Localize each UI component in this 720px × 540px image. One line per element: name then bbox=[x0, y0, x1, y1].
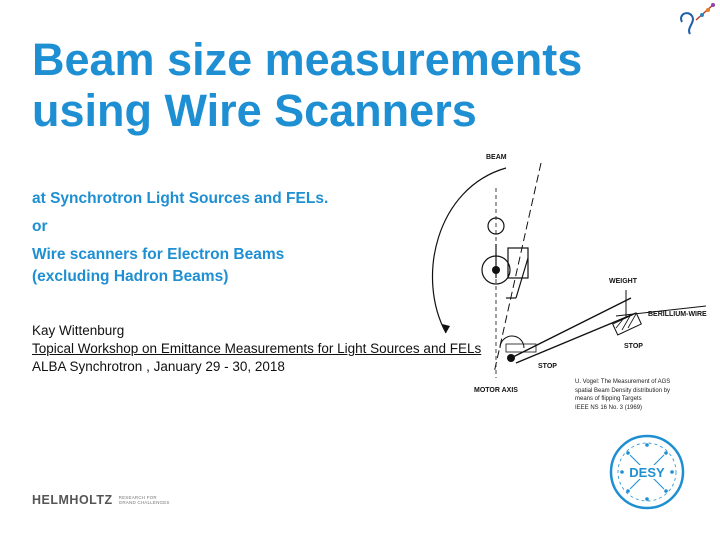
helmholtz-tag-2: GRAND CHALLENGES bbox=[118, 500, 170, 505]
label-weight: WEIGHT bbox=[609, 278, 637, 285]
caption-line: U. Vogel: The Measurement of AGS bbox=[575, 379, 671, 385]
corner-logo-dot-3 bbox=[711, 3, 715, 7]
label-stop-right: STOP bbox=[624, 343, 643, 350]
lever-arm-2 bbox=[516, 313, 636, 363]
motor-hub-arc bbox=[500, 336, 524, 348]
author-name: Kay Wittenburg bbox=[32, 323, 125, 338]
subtitle-line1 bbox=[32, 188, 328, 210]
subtitle-block bbox=[32, 244, 284, 288]
desy-logo bbox=[608, 433, 686, 511]
subtitle-text-3: (excluding Hadron Beams) bbox=[32, 268, 229, 285]
label-beam: BEAM bbox=[486, 154, 507, 161]
frame-box bbox=[508, 248, 528, 278]
venue-text: ALBA Synchrotron , January 29 - 30, 2018 bbox=[32, 359, 285, 374]
corner-logo-curve bbox=[681, 13, 693, 34]
helmholtz-wordmark: HELMHOLTZ bbox=[32, 493, 113, 507]
caption-line: means of flipping Targets bbox=[575, 396, 642, 402]
corner-logo-dot-1 bbox=[700, 13, 704, 17]
slide-title-line2: using Wire Scanners bbox=[32, 85, 477, 136]
wire-scanner-diagram bbox=[416, 148, 716, 398]
slide-title-line1: Beam size measurements bbox=[32, 34, 583, 85]
subtitle-or bbox=[32, 216, 48, 238]
corner-logo-line bbox=[696, 4, 714, 20]
author-block bbox=[32, 322, 482, 376]
figure-caption bbox=[575, 378, 715, 412]
subtitle-text-2: Wire scanners for Electron Beams bbox=[32, 246, 285, 263]
swing-arc bbox=[433, 168, 507, 333]
subtitle-text-or: or bbox=[32, 218, 48, 235]
slide-title bbox=[32, 34, 582, 136]
beam-line bbox=[494, 163, 541, 373]
corner-logo-icon bbox=[670, 0, 720, 44]
pivot-hub bbox=[492, 266, 500, 274]
label-stop-left: STOP bbox=[538, 363, 557, 370]
helmholtz-tagline bbox=[119, 495, 170, 506]
label-wire: BERILLIUM-WIRE bbox=[648, 311, 707, 318]
helmholtz-logo bbox=[32, 493, 170, 507]
subtitle-text-1: at Synchrotron Light Sources and FELs. bbox=[32, 190, 329, 207]
workshop-link[interactable]: Topical Workshop on Emittance Measurements for Light Sources and FELs bbox=[32, 341, 482, 356]
desy-wordmark: DESY bbox=[629, 465, 665, 480]
label-motor-axis: MOTOR AXIS bbox=[474, 387, 518, 394]
corner-logo-dot-2 bbox=[706, 8, 710, 12]
helmholtz-tag-1: RESEARCH FOR bbox=[118, 494, 157, 500]
caption-line: IEEE NS 16 No. 3 (1969) bbox=[575, 404, 643, 411]
caption-line: spatial Beam Density distribution by bbox=[575, 387, 671, 394]
lever-arm bbox=[511, 298, 631, 358]
